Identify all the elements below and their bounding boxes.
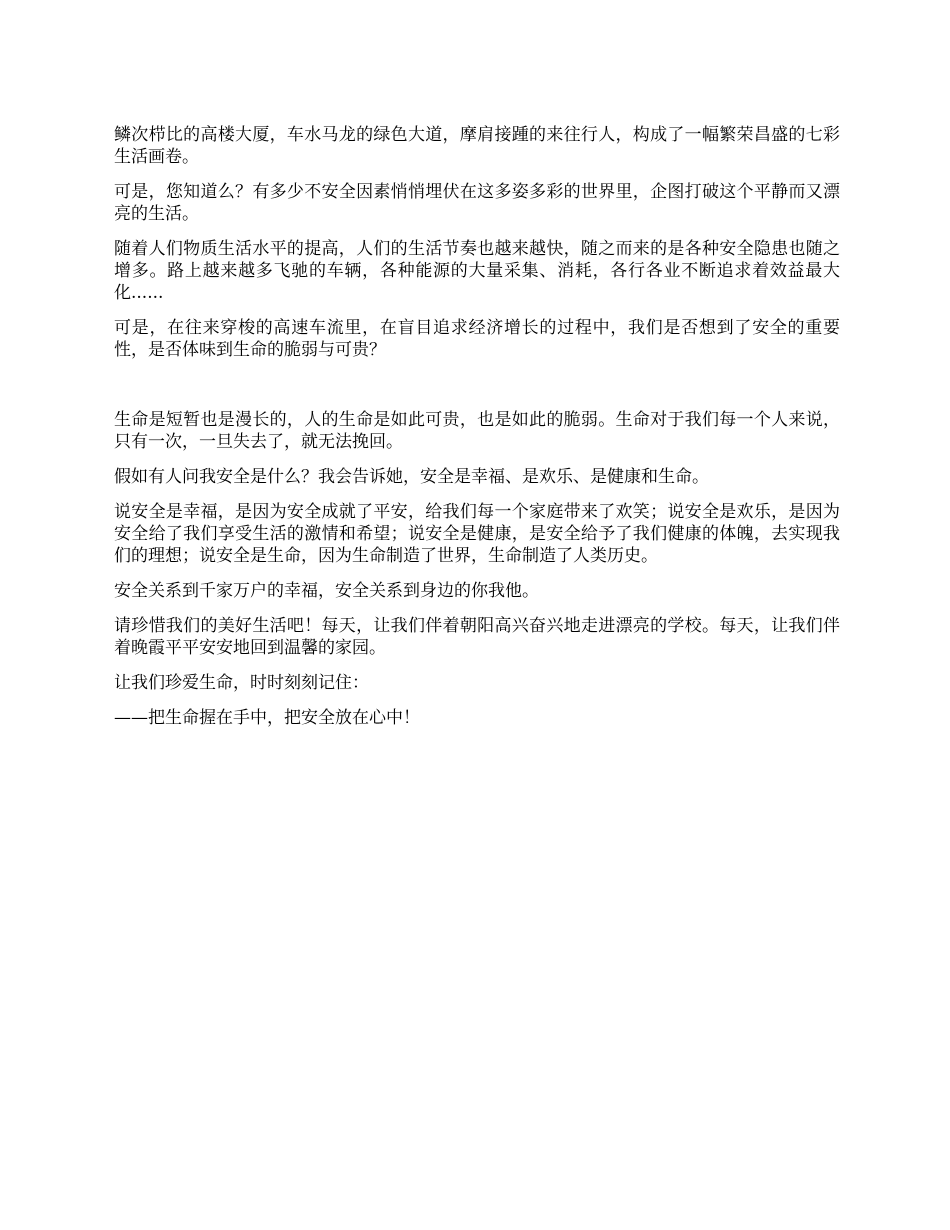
paragraph: 让我们珍爱生命，时时刻刻记住： bbox=[114, 673, 369, 693]
paragraph: 说安全是幸福，是因为安全成就了平安，给我们每一个家庭带来了欢笑；说安全是欢乐，是因为安全给了我们享受生活的激情和希望；说安全是健康，是安全给予了我们健康的体魄，去实现我们的理想；说安全是生命，因为生命制造了世界，生命制造了人类历史。 bbox=[114, 502, 840, 566]
paragraph: 安全关系到千家万户的幸福，安全关系到身边的你我他。 bbox=[114, 581, 539, 601]
paragraph: 随着人们物质生活水平的提高，人们的生活节奏也越来越快，随之而来的是各种安全隐患也随之增多。路上越来越多飞驰的车辆，各种能源的大量采集、消耗，各行各业不断追求着效益最大化...... bbox=[114, 239, 840, 303]
section-gap bbox=[114, 374, 840, 409]
document-body bbox=[114, 124, 840, 742]
paragraph: 可是，在往来穿梭的高速车流里，在盲目追求经济增长的过程中，我们是否想到了安全的重要性，是否体味到生命的脆弱与可贵？ bbox=[114, 318, 840, 360]
paragraph: 生命是短暂也是漫长的，人的生命是如此可贵，也是如此的脆弱。生命对于我们每一个人来说，只有一次，一旦失去了，就无法挽回。 bbox=[114, 410, 840, 452]
paragraph: 鳞次栉比的高楼大厦，车水马龙的绿色大道，摩肩接踵的来往行人，构成了一幅繁荣昌盛的七彩生活画卷。 bbox=[114, 125, 840, 167]
paragraph: 假如有人问我安全是什么？我会告诉她，安全是幸福、是欢乐、是健康和生命。 bbox=[114, 467, 709, 487]
paragraph: 可是，您知道么？有多少不安全因素悄悄埋伏在这多姿多彩的世界里，企图打破这个平静而又漂亮的生活。 bbox=[114, 182, 840, 224]
closing-line: ——把生命握在手中，把安全放在心中！ bbox=[114, 708, 420, 728]
paragraph: 请珍惜我们的美好生活吧！每天，让我们伴着朝阳高兴奋兴地走进漂亮的学校。每天，让我们伴着晚霞平平安安地回到温馨的家园。 bbox=[114, 616, 840, 658]
